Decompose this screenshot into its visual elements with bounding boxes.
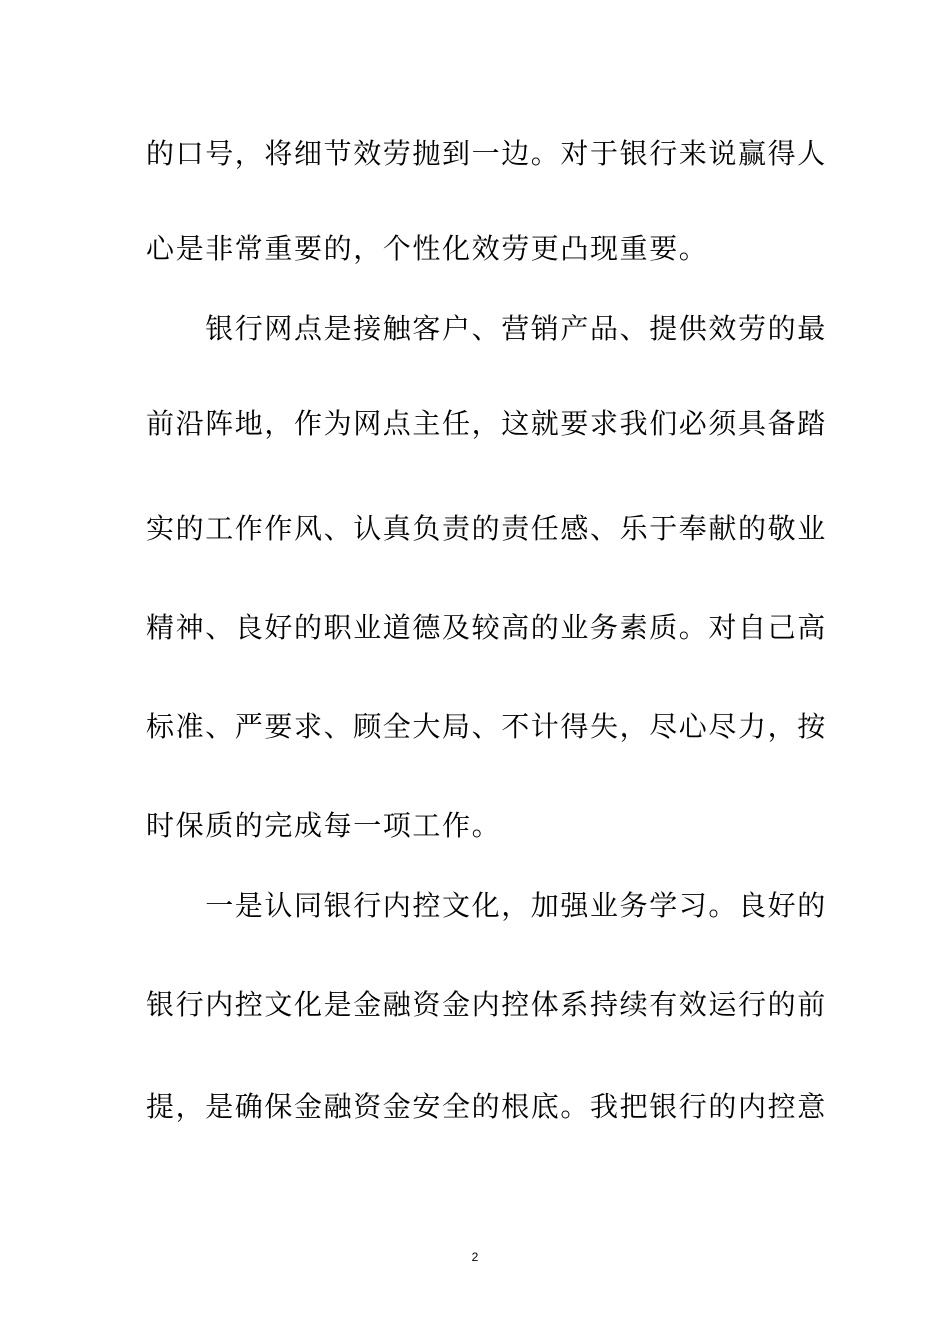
text-line: 实的工作作风、认真负责的责任感、乐于奉献的敬业 bbox=[146, 512, 827, 545]
text-line: 精神、良好的职业道德及较高的业务素质。对自己高 bbox=[146, 611, 827, 644]
page-number: 2 bbox=[471, 1250, 479, 1264]
text-line: 时保质的完成每一项工作。 bbox=[146, 809, 502, 842]
text-line: 提，是确保金融资金安全的根底。我把银行的内控意 bbox=[146, 1090, 827, 1123]
text-line: 标准、严要求、顾全大局、不计得失，尽心尽力，按 bbox=[146, 710, 827, 743]
text-line: 银行内控文化是金融资金内控体系持续有效运行的前 bbox=[146, 988, 827, 1021]
paragraph-start-line: 一是认同银行内控文化，加强业务学习。良好的 bbox=[146, 889, 827, 922]
text-line: 前沿阵地，作为网点主任，这就要求我们必须具备踏 bbox=[146, 407, 827, 440]
text-line: 心是非常重要的，个性化效劳更凸现重要。 bbox=[146, 232, 709, 265]
text-line: 的口号，将细节效劳抛到一边。对于银行来说赢得人 bbox=[146, 137, 827, 170]
paragraph-start-line: 银行网点是接触客户、营销产品、提供效劳的最 bbox=[146, 312, 827, 345]
